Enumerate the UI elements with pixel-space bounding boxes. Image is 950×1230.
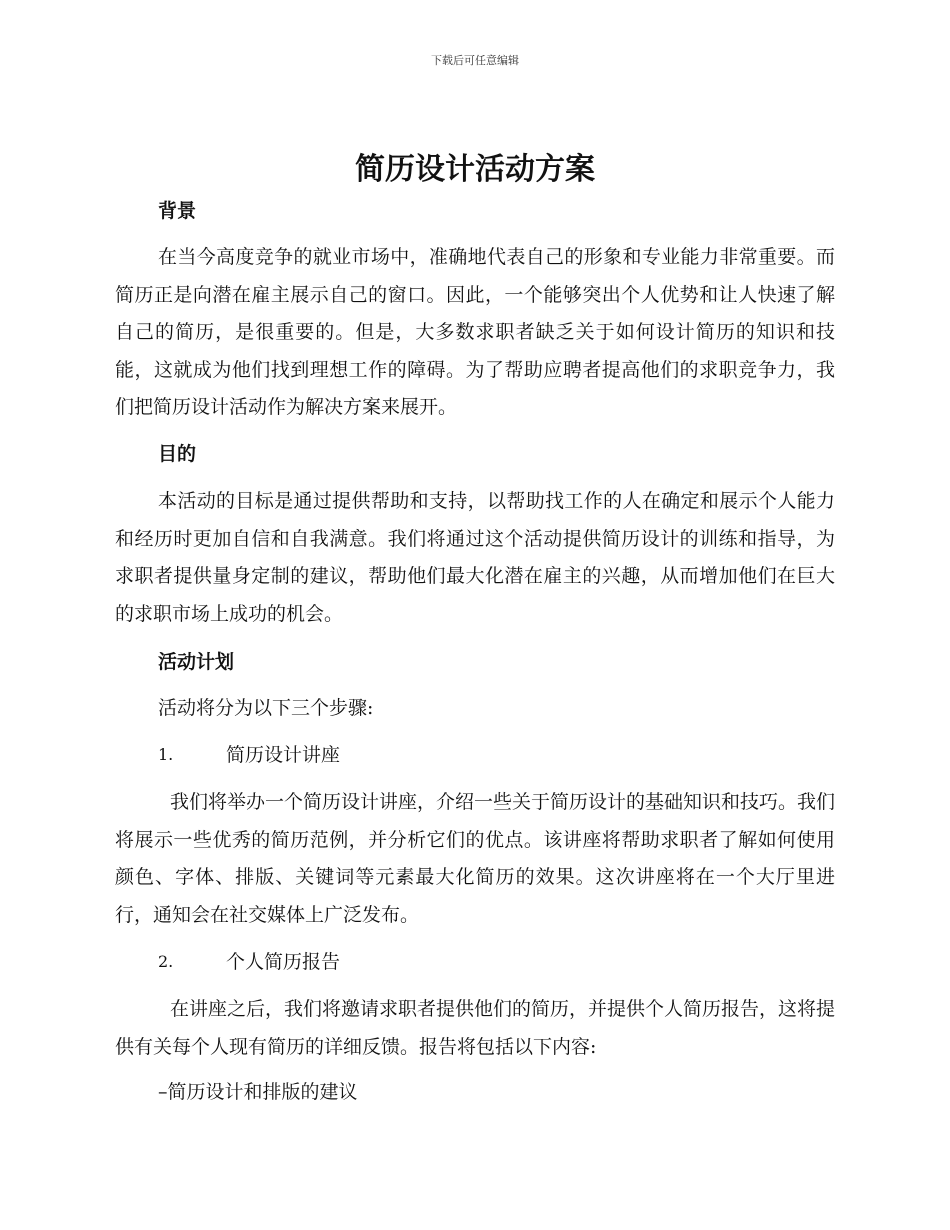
page-header-note: 下载后可任意编辑 <box>431 54 519 67</box>
section-heading-plan: 活动计划 <box>158 651 235 673</box>
step-1-label: 简历设计讲座 <box>226 744 341 766</box>
background-paragraph: 在当今高度竞争的就业市场中，准确地代表自己的形象和专业能力非常重要。而简历正是向潜在雇主展示自己的窗口。因此，一个能够突出个人优势和让人快速了解自己的简历，是很重要的。但是，大多数求职者缺乏关于如何设计简历的知识和技能，这就成为他们找到理想工作的障碍。为了帮助应聘者提高他们的求职竞争力，我们把简历设计活动作为解决方案来展开。 <box>115 246 835 418</box>
plan-intro: 活动将分为以下三个步骤: <box>158 697 374 719</box>
document-title: 简历设计活动方案 <box>355 152 595 187</box>
step-2-number: 2. <box>158 952 174 971</box>
step-2-paragraph: 在讲座之后，我们将邀请求职者提供他们的简历，并提供个人简历报告，这将提供有关每个人现有简历的详细反馈。报告将包括以下内容: <box>115 998 836 1058</box>
step-1-number: 1. <box>158 745 174 764</box>
section-heading-goal: 目的 <box>158 443 197 465</box>
goal-paragraph: 本活动的目标是通过提供帮助和支持，以帮助找工作的人在确定和展示个人能力和经历时更加自信和自我满意。我们将通过这个活动提供简历设计的训练和指导，为求职者提供量身定制的建议，帮助他们最大化潜在雇主的兴趣，从而增加他们在巨大的求职市场上成功的机会。 <box>115 490 835 625</box>
step-2-bullet: –简历设计和排版的建议 <box>158 1081 358 1103</box>
section-heading-background: 背景 <box>158 200 197 222</box>
step-2-label: 个人简历报告 <box>226 951 341 973</box>
step-1-paragraph: 我们将举办一个简历设计讲座，介绍一些关于简历设计的基础知识和技巧。我们将展示一些优秀的简历范例，并分析它们的优点。该讲座将帮助求职者了解如何使用颜色、字体、排版、关键词等元素最大化简历的效果。这次讲座将在一个大厅里进行，通知会在社交媒体上广泛发布。 <box>115 791 836 926</box>
